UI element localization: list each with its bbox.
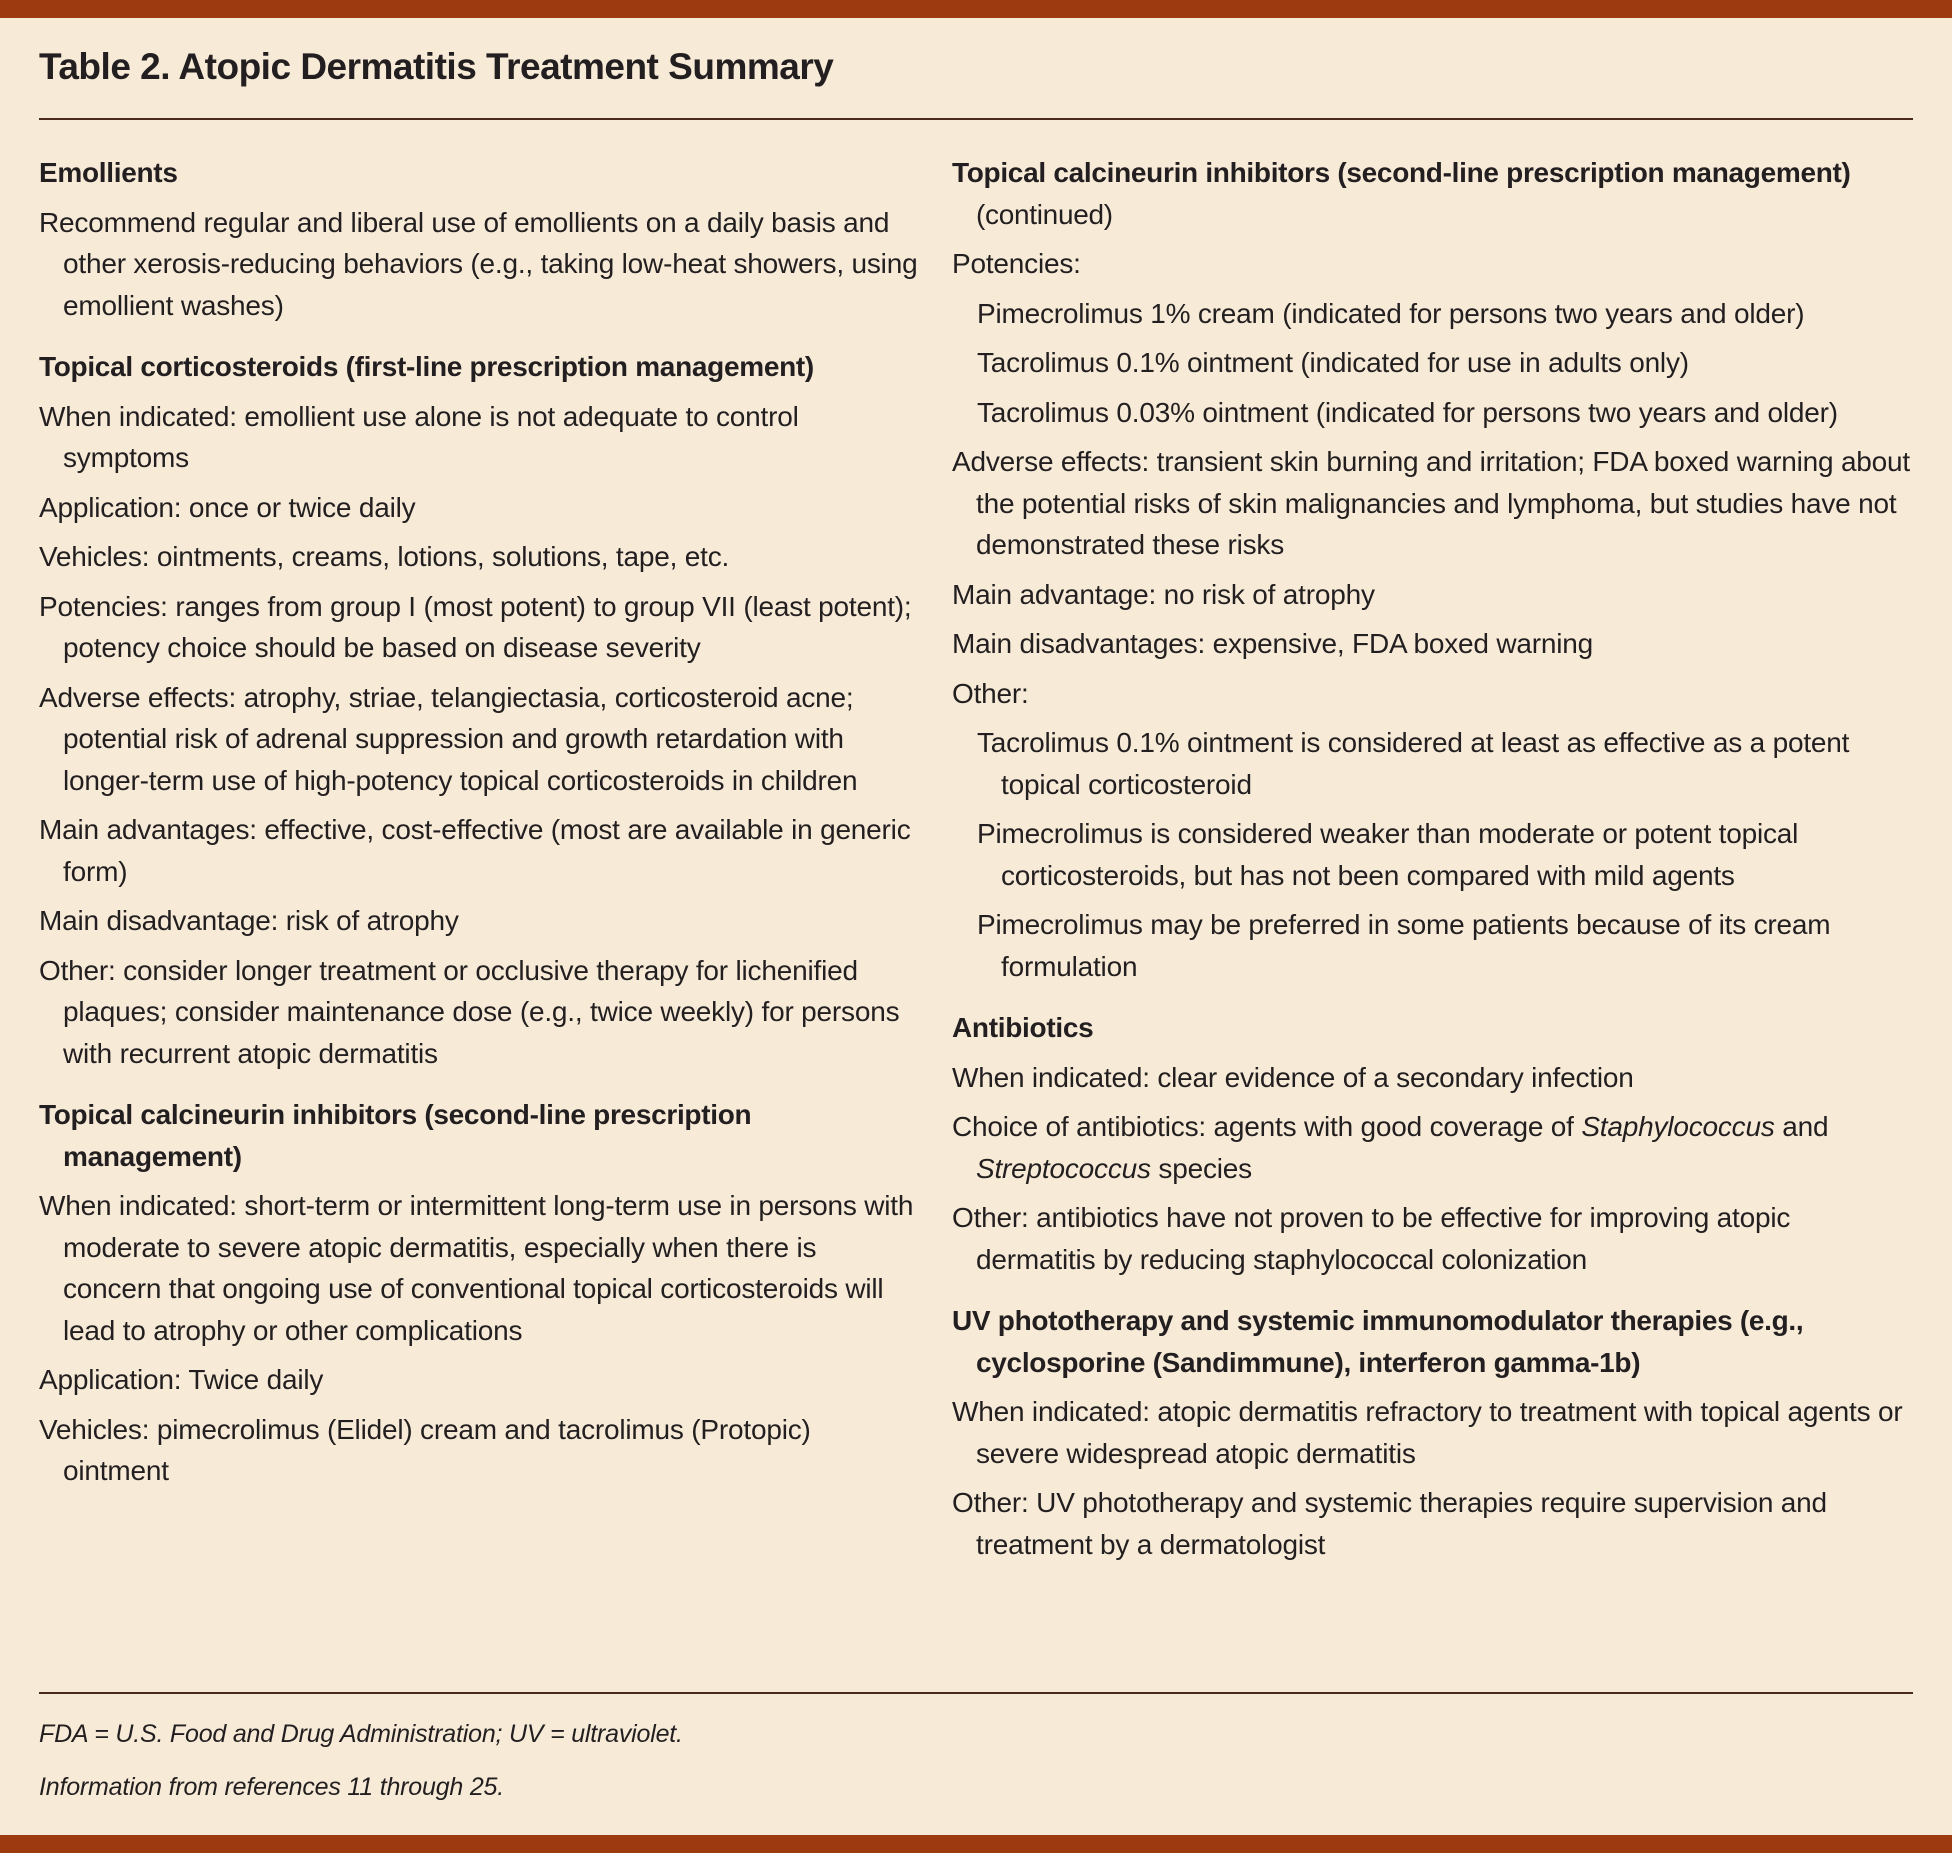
section-heading: [952, 152, 1917, 235]
footnote-divider: [39, 1692, 1913, 1694]
species-name: Streptococcus: [976, 1152, 1151, 1184]
list-item: Other: consider longer treatment or occlusive therapy for lichenified plaques; consider maintenance dose (e.g., twice weekly) for persons with recurrent atopic dermatitis: [39, 954, 900, 1069]
list-item: When indicated: clear evidence of a secondary infection: [952, 1061, 1634, 1093]
section-antibiotics: [952, 1007, 1917, 1280]
list-item: When indicated: atopic dermatitis refractory to treatment with topical agents or severe widespread atopic dermatitis: [952, 1396, 1903, 1469]
sub-item: Tacrolimus 0.1% ointment (indicated for use in adults only): [977, 347, 1689, 378]
section-uv-systemic: [952, 1300, 1917, 1565]
left-column: [39, 152, 919, 1512]
text: species: [1150, 1152, 1252, 1184]
section-heading: Antibiotics: [952, 1012, 1094, 1043]
list-item: Main advantages: effective, cost-effective (most are available in generic form): [39, 814, 911, 887]
sub-item: Tacrolimus 0.1% ointment is considered at least as effective as a potent topical corticosteroid: [977, 727, 1850, 800]
other-label: Other:: [952, 677, 1029, 709]
section-calcineurin: [39, 1094, 919, 1492]
list-item: Adverse effects: transient skin burning and irritation; FDA boxed warning about the potential risks of skin malignancies and lymphoma, but studies have not demonstrated these risks: [952, 446, 1911, 560]
list-item: Other: UV phototherapy and systemic therapies require supervision and treatment by a dermatologist: [952, 1487, 1827, 1560]
footnote-references: Information from references 11 through 25.: [39, 1773, 505, 1801]
list-item: Main disadvantages: expensive, FDA boxed warning: [952, 628, 1594, 659]
list-item: Other: antibiotics have not proven to be effective for improving atopic dermatitis by reducing staphylococcal colonization: [952, 1202, 1791, 1275]
list-item: When indicated: emollient use alone is not adequate to control symptoms: [39, 400, 799, 473]
continued-label: (continued): [976, 198, 1113, 230]
list-item: Main advantage: no risk of atrophy: [952, 578, 1375, 610]
list-item: Potencies: ranges from group I (most potent) to group VII (least potent); potency choice should be based on disease severity: [39, 590, 912, 663]
sub-item: Pimecrolimus is considered weaker than moderate or potent topical corticosteroids, but has not been compared with mild agents: [977, 818, 1799, 891]
sub-item: Pimecrolimus 1% cream (indicated for persons two years and older): [977, 297, 1805, 329]
list-item: Vehicles: pimecrolimus (Elidel) cream and tacrolimus (Protopic) ointment: [39, 1413, 811, 1486]
list-item: Main disadvantage: risk of atrophy: [39, 905, 459, 936]
list-item: Application: Twice daily: [39, 1364, 324, 1395]
title-divider: [39, 118, 1913, 120]
section-heading: Emollients: [39, 157, 178, 188]
section-heading: Topical calcineurin inhibitors (second-line prescription management): [39, 1099, 752, 1172]
sub-item: Tacrolimus 0.03% ointment (indicated for persons two years and older): [977, 396, 1838, 428]
potencies-label: Potencies:: [952, 248, 1081, 279]
section-heading: UV phototherapy and systemic immunomodulator therapies (e.g., cyclosporine (Sandimmune), interferon gamma-1b): [952, 1305, 1804, 1378]
footnote-abbreviations: FDA = U.S. Food and Drug Administration; UV = ultraviolet.: [39, 1720, 683, 1748]
top-accent-bar: [0, 0, 1952, 18]
bottom-accent-bar: [0, 1835, 1952, 1853]
list-item: Application: once or twice daily: [39, 491, 416, 523]
section-corticosteroids: [39, 346, 919, 1074]
text: and: [1774, 1111, 1829, 1142]
heading-text: Topical calcineurin inhibitors (second-line prescription management): [952, 157, 1851, 188]
table-title: Table 2. Atopic Dermatitis Treatment Summary: [39, 46, 834, 87]
sub-item: Pimecrolimus may be preferred in some patients because of its cream formulation: [977, 909, 1831, 982]
list-item: Vehicles: ointments, creams, lotions, solutions, tape, etc.: [39, 541, 730, 572]
section-emollients: [39, 152, 919, 326]
list-item: When indicated: short-term or intermittent long-term use in persons with moderate to severe atopic dermatitis, especially when there is concern that ongoing use of conventional topical corticosteroids will lead to atrophy or other complications: [39, 1190, 914, 1346]
right-column: [952, 152, 1917, 1585]
list-item: Recommend regular and liberal use of emollients on a daily basis and other xerosis-reducing behaviors (e.g., taking low-heat showers, using emollient washes): [39, 206, 918, 321]
list-item: Adverse effects: atrophy, striae, telangiectasia, corticosteroid acne; potential risk of adrenal suppression and growth retardation with longer-term use of high-potency topical corticosteroids in children: [39, 681, 858, 796]
text: Choice of antibiotics: agents with good coverage of: [952, 1111, 1582, 1142]
species-name: Staphylococcus: [1581, 1111, 1775, 1142]
section-calcineurin-continued: [952, 152, 1917, 987]
list-item: [952, 1106, 1917, 1189]
section-heading: Topical corticosteroids (first-line prescription management): [39, 351, 814, 382]
